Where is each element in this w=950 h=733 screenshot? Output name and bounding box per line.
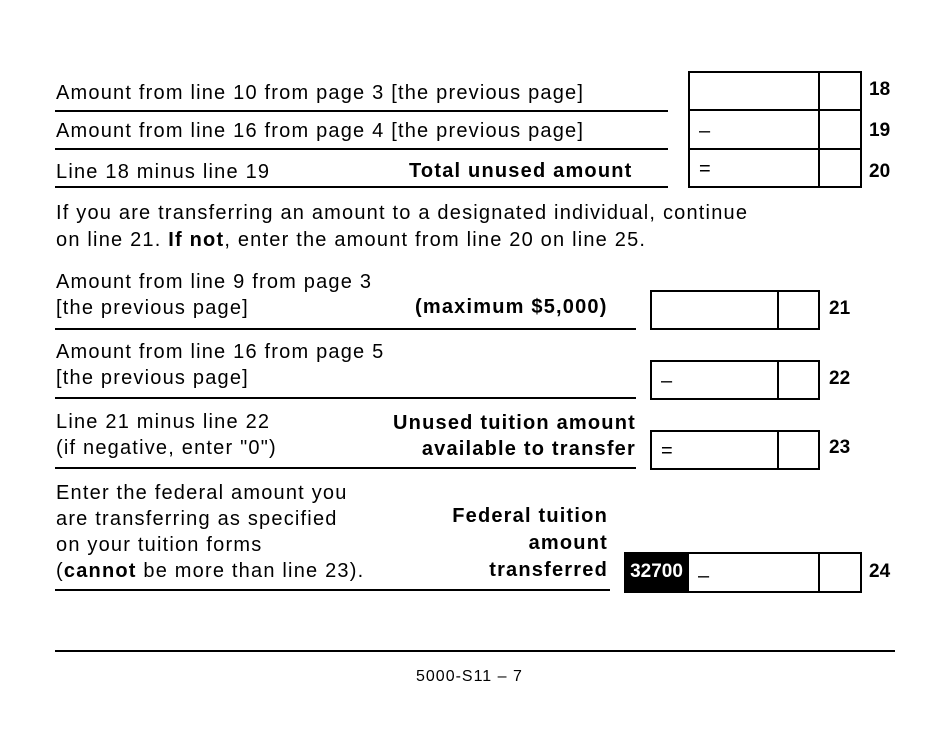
line-24-label-3: on your tuition forms — [56, 534, 263, 556]
line-18-cents-divider — [818, 73, 820, 109]
line-21-label-1: Amount from line 9 from page 3 — [56, 271, 373, 293]
minus-sign: – — [699, 120, 711, 142]
line-20-rule — [55, 186, 668, 188]
line-21-label-2: [the previous page] — [56, 297, 249, 319]
line-20-title: Total unused amount — [409, 160, 633, 182]
instruction-line-1: If you are transferring an amount to a designated individual, continue — [56, 202, 749, 224]
line-23-label-2: (if negative, enter "0") — [56, 437, 277, 459]
instruction-text-end: , enter the amount from line 20 on line 25. — [224, 229, 647, 251]
line-18-label: Amount from line 10 from page 3 [the previous page] — [56, 82, 585, 104]
line-23-number: 23 — [829, 437, 851, 458]
equals-sign: = — [699, 158, 711, 180]
line-21-maximum-note: (maximum $5,000) — [415, 296, 608, 318]
line-24-title-2: amount — [528, 532, 608, 554]
line-19-number: 19 — [869, 120, 891, 141]
minus-sign: – — [661, 370, 673, 392]
footer-rule — [55, 650, 895, 652]
line-22-cents-divider — [777, 362, 779, 398]
line-24-label-open: ( — [56, 560, 64, 582]
line-24-label-2: are transferring as specified — [56, 508, 338, 530]
instruction-line-2 — [56, 227, 646, 253]
line-24-number: 24 — [869, 561, 891, 582]
line-18-number: 18 — [869, 79, 891, 100]
line-23-rule — [55, 467, 636, 469]
line-22-amount-field[interactable] — [650, 360, 820, 400]
line-18-amount-field[interactable] — [688, 71, 862, 111]
line-24-title-1: Federal tuition — [452, 505, 608, 527]
line-24-label-4 — [56, 558, 364, 584]
line-20-cents-divider — [818, 150, 820, 186]
line-21-amount-field[interactable] — [650, 290, 820, 330]
line-19-amount-field[interactable] — [688, 109, 862, 150]
line-20-number: 20 — [869, 161, 891, 182]
line-24-label-end: be more than line 23). — [136, 560, 365, 582]
line-20-label: Line 18 minus line 19 — [56, 161, 271, 183]
line-23-title-2: available to transfer — [421, 438, 636, 460]
line-22-number: 22 — [829, 368, 851, 389]
line-23-label-1: Line 21 minus line 22 — [56, 411, 271, 433]
line-24-cannot-emphasis: cannot — [63, 560, 137, 582]
instruction-emphasis: If not — [168, 229, 225, 251]
line-24-label-1: Enter the federal amount you — [56, 482, 348, 504]
line-22-label-1: Amount from line 16 from page 5 — [56, 341, 385, 363]
line-21-cents-divider — [777, 292, 779, 328]
line-21-rule — [55, 328, 636, 330]
line-24-rule — [55, 589, 610, 591]
instruction-text: on line 21. — [56, 229, 169, 251]
line-22-label-2: [the previous page] — [56, 367, 249, 389]
line-21-number: 21 — [829, 298, 851, 319]
line-23-amount-field[interactable] — [650, 430, 820, 470]
line-23-title-1: Unused tuition amount — [393, 412, 636, 434]
line-24-code-label: 32700 — [624, 552, 689, 593]
line-24-cents-divider — [818, 554, 820, 591]
line-24-amount-field[interactable] — [687, 552, 862, 593]
line-19-label: Amount from line 16 from page 4 [the previous page] — [56, 120, 585, 142]
line-24-title-3: transferred — [489, 559, 608, 581]
equals-sign: = — [661, 440, 673, 462]
minus-sign: – — [698, 565, 710, 587]
line-22-rule — [55, 397, 636, 399]
form-footer-id: 5000-S11 – 7 — [416, 668, 523, 685]
line-19-rule — [55, 148, 668, 150]
line-18-rule — [55, 110, 668, 112]
line-23-cents-divider — [777, 432, 779, 468]
line-19-cents-divider — [818, 111, 820, 148]
line-20-amount-field[interactable] — [688, 148, 862, 188]
